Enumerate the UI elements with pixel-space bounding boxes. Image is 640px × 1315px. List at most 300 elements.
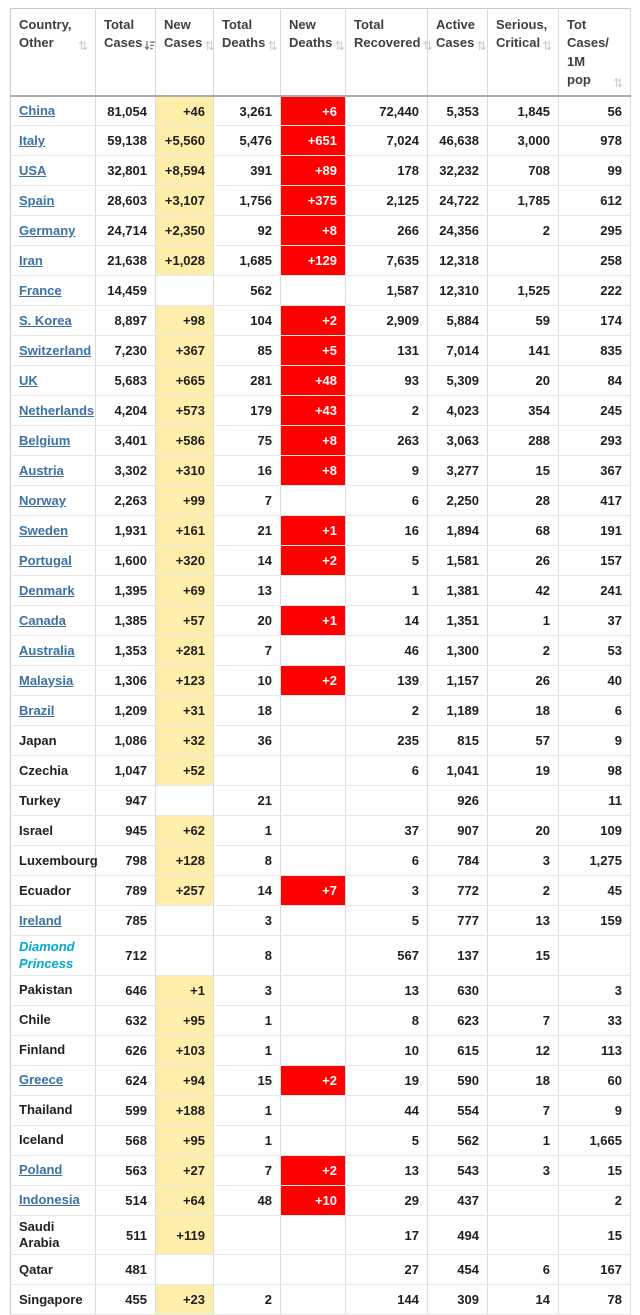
active-cases-cell: 3,277 [428,456,488,486]
new-cases-cell: +95 [156,1125,214,1155]
new-deaths-cell: +8 [281,456,346,486]
table-row-belgium [11,426,631,456]
total-recovered-cell: 2 [346,396,428,426]
total-deaths-cell: 1 [214,1005,281,1035]
active-cases-cell: 5,309 [428,366,488,396]
country-ship-label: Diamond Princess [19,939,75,971]
total-recovered-cell: 14 [346,606,428,636]
serious-critical-cell: 6 [488,1255,559,1285]
country-cell [11,786,96,816]
country-link[interactable]: Canada [19,612,66,628]
table-row-ireland [11,906,631,936]
header-label-line2: 1M pop [567,53,591,88]
total-recovered-cell: 7,024 [346,126,428,156]
column-header-country-other[interactable] [11,9,96,96]
country-label: Chile [19,1012,51,1028]
serious-critical-cell: 2 [488,636,559,666]
table-row-s-korea [11,306,631,336]
country-cell [11,1005,96,1035]
new-cases-cell: +310 [156,456,214,486]
column-header-new-deaths[interactable] [281,9,346,96]
total-cases-cell: 947 [96,786,156,816]
total-deaths-cell: 1 [214,1125,281,1155]
active-cases-cell: 623 [428,1005,488,1035]
new-deaths-cell: +1 [281,606,346,636]
active-cases-cell: 590 [428,1065,488,1095]
cases-per-1m-cell: 9 [559,726,631,756]
total-cases-cell: 1,047 [96,756,156,786]
total-cases-cell: 1,306 [96,666,156,696]
country-label: Luxembourg [19,852,98,868]
total-deaths-cell: 3 [214,906,281,936]
total-recovered-cell: 5 [346,906,428,936]
country-label: Israel [19,822,53,838]
active-cases-cell: 1,157 [428,666,488,696]
country-label: Turkey [19,792,61,808]
table-row-portugal [11,546,631,576]
new-deaths-cell [281,636,346,666]
cases-per-1m-cell: 174 [559,306,631,336]
total-cases-cell: 14,459 [96,276,156,306]
total-deaths-cell: 562 [214,276,281,306]
country-cell [11,486,96,516]
column-header-total-recovered[interactable] [346,9,433,96]
country-cell [11,396,96,426]
country-link[interactable]: UK [19,372,38,388]
total-cases-cell: 28,603 [96,186,156,216]
column-header-total-deaths[interactable] [214,9,281,96]
active-cases-cell: 772 [428,876,488,906]
table-row-chile [11,1005,631,1035]
table-row-austria [11,456,631,486]
country-link[interactable]: Sweden [19,522,69,538]
new-cases-cell: +161 [156,516,214,546]
total-cases-cell: 1,353 [96,636,156,666]
total-deaths-cell: 1 [214,1095,281,1125]
country-cell [11,516,96,546]
header-label-line2: Other [19,35,54,51]
new-cases-cell: +31 [156,696,214,726]
total-deaths-cell: 21 [214,786,281,816]
column-header-serious-critical[interactable] [488,9,559,96]
active-cases-cell: 137 [428,936,488,976]
country-cell [11,1095,96,1125]
cases-per-1m-cell: 6 [559,696,631,726]
active-cases-cell: 1,894 [428,516,488,546]
table-row-italy [11,126,631,156]
country-link[interactable]: USA [19,162,47,178]
total-cases-cell: 81,054 [96,96,156,126]
header-label-line1: Total [354,17,385,32]
cases-per-1m-cell: 835 [559,336,631,366]
active-cases-cell: 454 [428,1255,488,1285]
total-recovered-cell: 131 [346,336,428,366]
country-link[interactable]: Denmark [19,582,75,598]
active-cases-cell: 1,041 [428,756,488,786]
new-cases-cell: +95 [156,1005,214,1035]
total-deaths-cell: 14 [214,546,281,576]
header-label-line1: New [164,17,191,32]
active-cases-cell: 777 [428,906,488,936]
total-recovered-cell: 46 [346,636,428,666]
country-cell [11,426,96,456]
active-cases-cell: 1,581 [428,546,488,576]
serious-critical-cell: 15 [488,936,559,976]
country-label: Ecuador [19,882,72,898]
total-deaths-cell: 281 [214,366,281,396]
active-cases-cell: 4,023 [428,396,488,426]
cases-per-1m-cell: 33 [559,1005,631,1035]
new-cases-cell: +46 [156,96,214,126]
serious-critical-cell: 1 [488,606,559,636]
cases-per-1m-cell: 258 [559,246,631,276]
country-link[interactable]: Germany [19,222,76,238]
total-recovered-cell: 6 [346,756,428,786]
new-deaths-cell [281,1005,346,1035]
new-cases-cell: +103 [156,1035,214,1065]
total-cases-cell: 59,138 [96,126,156,156]
active-cases-cell: 46,638 [428,126,488,156]
new-deaths-cell: +5 [281,336,346,366]
serious-critical-cell [488,786,559,816]
country-cell [11,906,96,936]
cases-per-1m-cell: 109 [559,816,631,846]
total-deaths-cell: 14 [214,876,281,906]
sort-descending-icon [144,40,155,52]
cases-per-1m-cell: 2 [559,1185,631,1215]
total-deaths-cell: 179 [214,396,281,426]
new-deaths-cell [281,975,346,1005]
total-cases-cell: 632 [96,1005,156,1035]
serious-critical-cell: 288 [488,426,559,456]
total-cases-cell: 2,263 [96,486,156,516]
total-deaths-cell: 48 [214,1185,281,1215]
table-row-qatar [11,1255,631,1285]
table-row-finland [11,1035,631,1065]
cases-per-1m-cell: 113 [559,1035,631,1065]
country-cell [11,186,96,216]
country-link[interactable]: Malaysia [19,672,74,688]
total-deaths-cell: 391 [214,156,281,186]
total-deaths-cell: 20 [214,606,281,636]
country-cell [11,366,96,396]
cases-per-1m-cell: 98 [559,756,631,786]
table-row-netherlands [11,396,631,426]
active-cases-cell: 784 [428,846,488,876]
total-cases-cell: 945 [96,816,156,846]
new-deaths-cell [281,486,346,516]
total-deaths-cell [214,1255,281,1285]
cases-per-1m-cell: 15 [559,1215,631,1255]
new-cases-cell: +367 [156,336,214,366]
serious-critical-cell: 20 [488,816,559,846]
new-cases-cell: +32 [156,726,214,756]
country-cell [11,216,96,246]
new-deaths-cell: +89 [281,156,346,186]
country-link[interactable]: Brazil [19,702,55,718]
country-label: Saudi Arabia [19,1218,60,1251]
cases-per-1m-cell: 53 [559,636,631,666]
country-cell [11,276,96,306]
header-label-line2: Cases [104,35,143,51]
country-link[interactable]: Portugal [19,552,72,568]
total-recovered-cell: 144 [346,1285,428,1315]
serious-critical-cell: 13 [488,906,559,936]
active-cases-cell: 309 [428,1285,488,1315]
total-deaths-cell: 1,756 [214,186,281,216]
country-cell [11,1065,96,1095]
serious-critical-cell: 1,845 [488,96,559,126]
cases-per-1m-cell: 56 [559,96,631,126]
total-recovered-cell: 139 [346,666,428,696]
total-deaths-cell: 36 [214,726,281,756]
cases-per-1m-cell: 191 [559,516,631,546]
serious-critical-cell: 141 [488,336,559,366]
total-deaths-cell: 92 [214,216,281,246]
total-deaths-cell: 7 [214,486,281,516]
serious-critical-cell: 57 [488,726,559,756]
total-deaths-cell: 8 [214,936,281,976]
country-link[interactable]: Belgium [19,432,71,448]
active-cases-cell: 3,063 [428,426,488,456]
country-link[interactable]: Iran [19,252,43,268]
total-deaths-cell: 13 [214,576,281,606]
table-row-saudi-arabia [11,1215,631,1255]
total-recovered-cell [346,786,428,816]
new-deaths-cell [281,1255,346,1285]
country-link[interactable]: Norway [19,492,66,508]
total-deaths-cell [214,756,281,786]
cases-per-1m-cell: 3 [559,975,631,1005]
new-deaths-cell: +2 [281,666,346,696]
table-row-spain [11,186,631,216]
total-cases-cell: 1,600 [96,546,156,576]
new-deaths-cell [281,1095,346,1125]
header-label-line1: Country, [19,17,72,32]
serious-critical-cell: 2 [488,876,559,906]
new-deaths-cell: +10 [281,1185,346,1215]
sort-both-icon: ⇅ [476,38,487,53]
new-deaths-cell: +651 [281,126,346,156]
new-deaths-cell [281,1285,346,1315]
cases-per-1m-cell: 241 [559,576,631,606]
total-deaths-cell: 1,685 [214,246,281,276]
total-cases-cell: 24,714 [96,216,156,246]
total-deaths-cell: 75 [214,426,281,456]
total-cases-cell: 32,801 [96,156,156,186]
serious-critical-cell: 708 [488,156,559,186]
cases-per-1m-cell: 417 [559,486,631,516]
sort-both-icon: ⇅ [334,38,345,53]
new-cases-cell: +69 [156,576,214,606]
serious-critical-cell: 18 [488,696,559,726]
country-link[interactable]: Australia [19,642,75,658]
table-container [10,8,631,1315]
serious-critical-cell: 7 [488,1095,559,1125]
active-cases-cell: 562 [428,1125,488,1155]
table-row-indonesia [11,1185,631,1215]
new-cases-cell: +8,594 [156,156,214,186]
new-deaths-cell: +8 [281,216,346,246]
total-recovered-cell: 10 [346,1035,428,1065]
column-header-tot-cases-1m-pop[interactable] [559,9,631,96]
table-row-norway [11,486,631,516]
table-row-uk [11,366,631,396]
country-link[interactable]: Poland [19,1162,63,1178]
total-recovered-cell: 9 [346,456,428,486]
new-cases-cell: +128 [156,846,214,876]
total-cases-cell: 481 [96,1255,156,1285]
serious-critical-cell: 42 [488,576,559,606]
country-link[interactable]: France [19,282,62,298]
country-cell [11,456,96,486]
total-recovered-cell: 178 [346,156,428,186]
country-link[interactable]: Netherlands [19,402,95,418]
country-label: Thailand [19,1102,73,1118]
country-link[interactable]: Ireland [19,912,62,928]
column-header-total-cases[interactable] [96,9,156,96]
table-row-denmark [11,576,631,606]
active-cases-cell: 5,353 [428,96,488,126]
total-deaths-cell [214,1215,281,1255]
country-link[interactable]: China [19,102,56,118]
table-header [11,9,631,96]
cases-per-1m-cell: 99 [559,156,631,186]
total-deaths-cell: 5,476 [214,126,281,156]
country-label: Iceland [19,1132,64,1148]
cases-per-1m-cell: 157 [559,546,631,576]
country-cell [11,96,96,126]
total-cases-cell: 1,086 [96,726,156,756]
table-row-iceland [11,1125,631,1155]
total-cases-cell: 798 [96,846,156,876]
country-link[interactable]: S. Korea [19,312,72,328]
new-cases-cell: +62 [156,816,214,846]
table-row-sweden [11,516,631,546]
total-deaths-cell: 1 [214,1035,281,1065]
total-recovered-cell: 263 [346,426,428,456]
country-cell [11,936,96,976]
total-cases-cell: 3,302 [96,456,156,486]
new-deaths-cell [281,756,346,786]
new-deaths-cell [281,1125,346,1155]
new-cases-cell: +27 [156,1155,214,1185]
total-cases-cell: 4,204 [96,396,156,426]
new-cases-cell: +119 [156,1215,214,1255]
new-deaths-cell: +2 [281,306,346,336]
sort-both-icon: ⇅ [422,38,433,53]
country-cell [11,1125,96,1155]
total-cases-cell: 1,395 [96,576,156,606]
country-label: Singapore [19,1291,83,1307]
total-deaths-cell: 16 [214,456,281,486]
total-recovered-cell: 2,909 [346,306,428,336]
new-cases-cell: +257 [156,876,214,906]
header-row [11,9,631,96]
column-header-new-cases[interactable] [156,9,214,96]
country-link[interactable]: Indonesia [19,1192,80,1208]
serious-critical-cell: 12 [488,1035,559,1065]
total-cases-cell: 511 [96,1215,156,1255]
active-cases-cell: 615 [428,1035,488,1065]
sort-both-icon: ⇅ [612,75,623,90]
table-row-pakistan [11,975,631,1005]
active-cases-cell: 926 [428,786,488,816]
cases-per-1m-cell: 84 [559,366,631,396]
country-cell [11,636,96,666]
table-row-france [11,276,631,306]
total-recovered-cell: 29 [346,1185,428,1215]
country-link[interactable]: Austria [19,462,64,478]
new-cases-cell: +188 [156,1095,214,1125]
total-cases-cell: 1,931 [96,516,156,546]
cases-per-1m-cell: 15 [559,1155,631,1185]
serious-critical-cell: 1,525 [488,276,559,306]
new-cases-cell: +586 [156,426,214,456]
serious-critical-cell: 1 [488,1125,559,1155]
total-recovered-cell: 16 [346,516,428,546]
country-cell [11,1285,96,1315]
serious-critical-cell [488,246,559,276]
total-cases-cell: 599 [96,1095,156,1125]
total-recovered-cell: 3 [346,876,428,906]
table-row-iran [11,246,631,276]
new-cases-cell: +23 [156,1285,214,1315]
total-recovered-cell: 8 [346,1005,428,1035]
new-deaths-cell [281,1215,346,1255]
total-deaths-cell: 8 [214,846,281,876]
country-link[interactable]: Italy [19,132,46,148]
new-cases-cell [156,936,214,976]
country-link[interactable]: Switzerland [19,342,92,358]
total-recovered-cell: 37 [346,816,428,846]
new-deaths-cell [281,846,346,876]
total-cases-cell: 568 [96,1125,156,1155]
table-row-switzerland [11,336,631,366]
active-cases-cell: 7,014 [428,336,488,366]
cases-per-1m-cell: 60 [559,1065,631,1095]
cases-per-1m-cell: 978 [559,126,631,156]
country-link[interactable]: Greece [19,1072,64,1088]
total-deaths-cell: 3 [214,975,281,1005]
table-row-singapore [11,1285,631,1315]
total-deaths-cell: 2 [214,1285,281,1315]
table-row-usa [11,156,631,186]
new-deaths-cell [281,1035,346,1065]
serious-critical-cell: 15 [488,456,559,486]
total-cases-cell: 646 [96,975,156,1005]
total-deaths-cell: 10 [214,666,281,696]
active-cases-cell: 32,232 [428,156,488,186]
sort-both-icon: ⇅ [267,38,278,53]
column-header-active-cases[interactable] [428,9,488,96]
header-label-line1: Active [436,17,476,32]
sort-both-icon: ⇅ [204,38,215,53]
total-cases-cell: 455 [96,1285,156,1315]
new-cases-cell: +1,028 [156,246,214,276]
serious-critical-cell: 26 [488,546,559,576]
country-link[interactable]: Spain [19,192,55,208]
new-cases-cell: +281 [156,636,214,666]
new-deaths-cell: +1 [281,516,346,546]
total-cases-cell: 1,209 [96,696,156,726]
total-deaths-cell: 18 [214,696,281,726]
active-cases-cell: 1,300 [428,636,488,666]
active-cases-cell: 24,722 [428,186,488,216]
table-row-poland [11,1155,631,1185]
new-cases-cell [156,906,214,936]
header-label-line1: Serious, [496,17,548,32]
